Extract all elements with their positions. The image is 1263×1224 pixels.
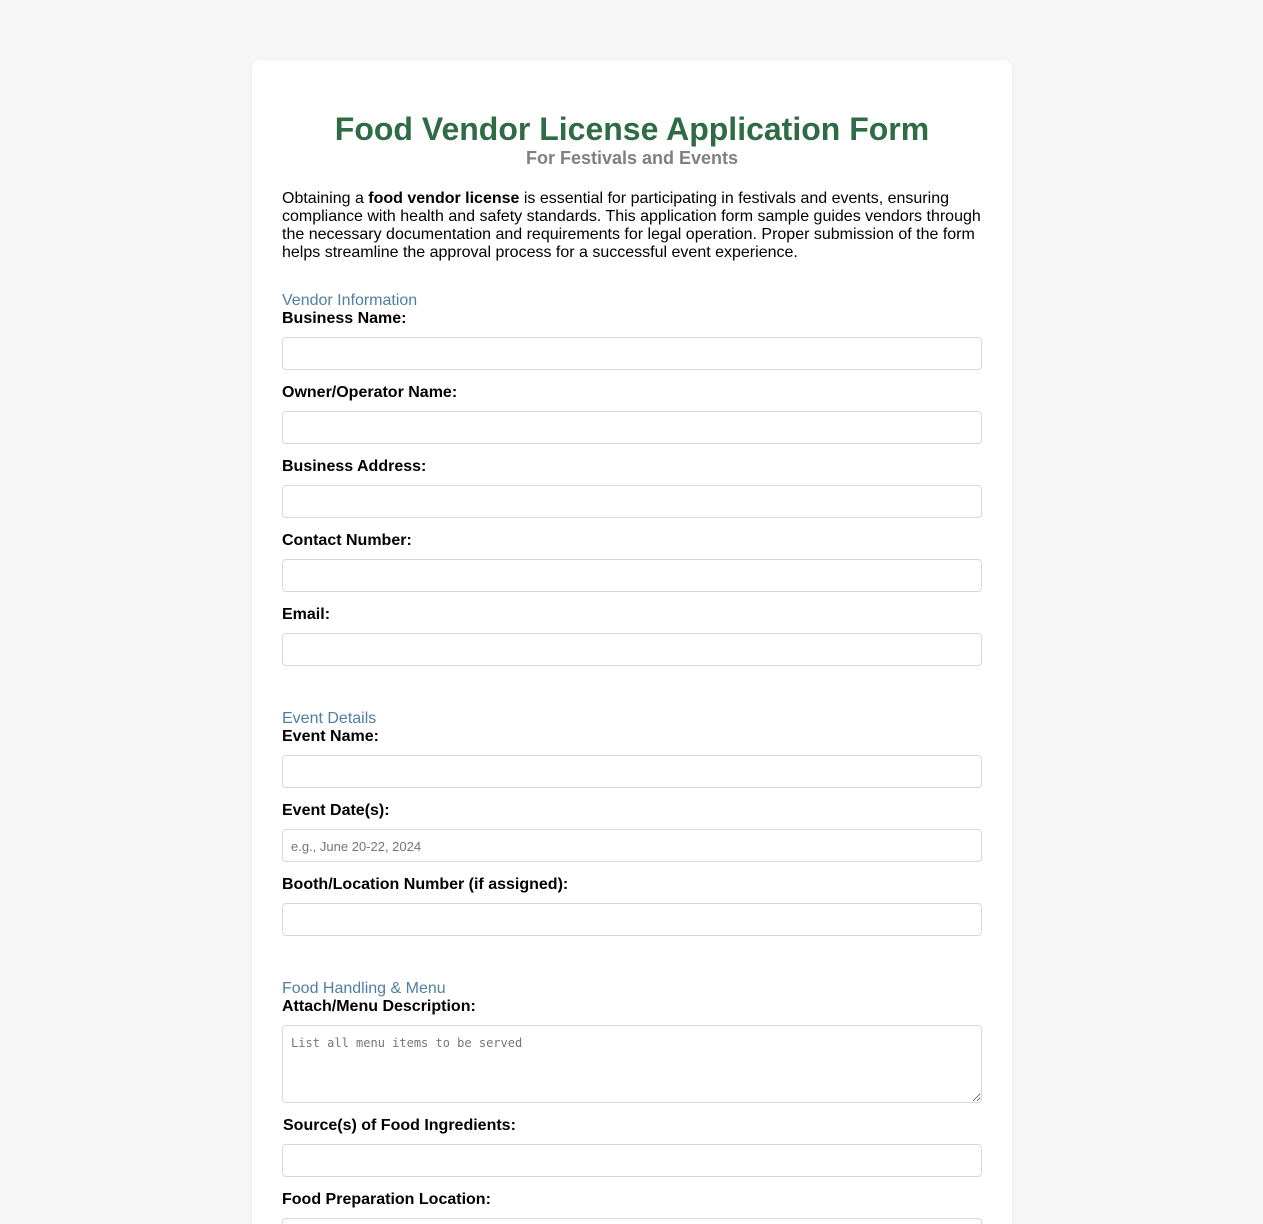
section-title-vendor-information: Vendor Information <box>282 292 418 309</box>
event-name-label: Event Name: <box>282 728 379 745</box>
page-title: Food Vendor License Application Form <box>334 111 930 147</box>
contact-number-label: Contact Number: <box>282 532 412 549</box>
business-address-label: Business Address: <box>282 458 427 475</box>
event-dates-label: Event Date(s): <box>282 802 390 819</box>
page-subtitle: For Festivals and Events <box>525 148 739 168</box>
menu-description-textarea[interactable] <box>282 1025 982 1103</box>
event-dates-input[interactable] <box>282 829 982 862</box>
intro-text-bold: food vendor license <box>368 190 520 207</box>
ingredient-sources-label: Source(s) of Food Ingredients: <box>283 1117 516 1134</box>
owner-name-input[interactable] <box>282 411 982 444</box>
business-name-input[interactable] <box>282 337 982 370</box>
section-title-food-handling: Food Handling & Menu <box>282 980 446 997</box>
menu-description-label: Attach/Menu Description: <box>282 998 476 1015</box>
email-input[interactable] <box>282 633 982 666</box>
event-name-input[interactable] <box>282 755 982 788</box>
email-label: Email: <box>282 606 331 623</box>
owner-name-label: Owner/Operator Name: <box>282 384 458 401</box>
intro-text-after: is essential for participating in festivals and events, ensuring compliance with health and safety standards. This application form sample guides vendors through the necessary documentation and requirements for legal operation. Proper submission of the form helps streamline the approval process for a successful event experience. <box>282 190 981 261</box>
ingredient-sources-input[interactable] <box>282 1144 982 1177</box>
booth-number-label: Booth/Location Number (if assigned): <box>282 876 569 893</box>
contact-number-input[interactable] <box>282 559 982 592</box>
booth-number-input[interactable] <box>282 903 982 936</box>
section-title-event-details: Event Details <box>282 710 377 727</box>
form-card <box>252 60 1012 1224</box>
intro-text-before: Obtaining a <box>282 190 369 207</box>
intro-paragraph <box>282 190 982 262</box>
prep-location-input[interactable] <box>282 1218 982 1224</box>
prep-location-label: Food Preparation Location: <box>282 1191 491 1208</box>
business-address-input[interactable] <box>282 485 982 518</box>
business-name-label: Business Name: <box>282 310 407 327</box>
